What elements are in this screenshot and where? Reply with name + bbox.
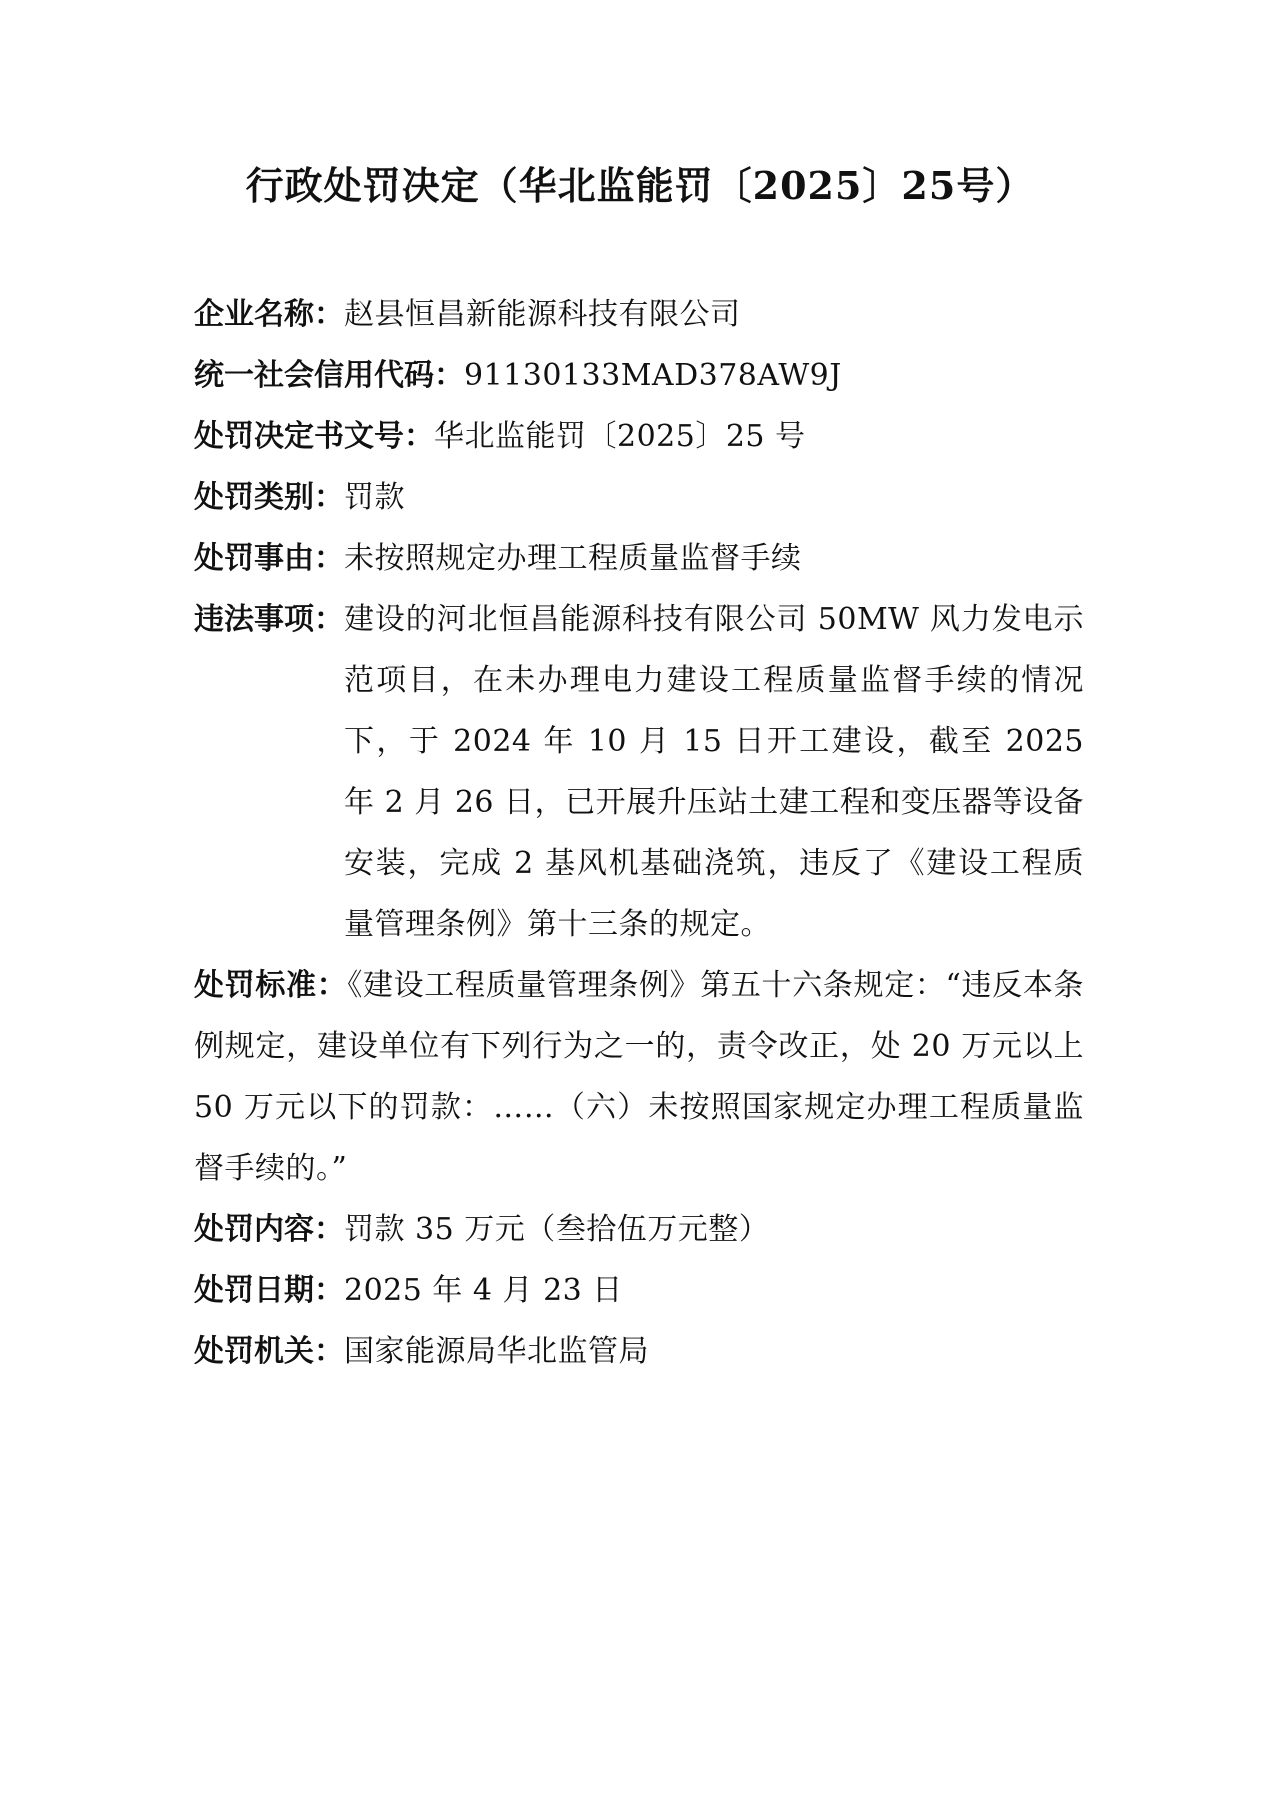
violation-value: 建设的河北恒昌能源科技有限公司 50MW 风力发电示范项目，在未办理电力建设工程质量监督手续的情况下，于 2024 年 10 月 15 日开工建设，截至 2025 年 2 月 26 日，已开展升压站土建工程和变压器等设备安装，完成 2 基风机基础浇筑，违反了《建设工程质量管理条例》第十三条的规定。 xyxy=(344,602,1084,942)
decision-number-row xyxy=(194,406,1084,467)
credit-code-row xyxy=(194,345,1084,406)
penalty-standard-value: 《建设工程质量管理条例》第五十六条规定：“违反本条例规定，建设单位有下列行为之一的，责令改正，处 20 万元以上 50 万元以下的罚款：……（六）未按照国家规定办理工程质量监督手续的。” xyxy=(194,968,1085,1186)
credit-code-value: 91130133MAD378AW9J xyxy=(464,358,842,393)
violation-row xyxy=(194,589,1084,955)
document-title: 行政处罚决定（华北监能罚〔2025〕25号） xyxy=(245,163,1035,208)
penalty-category-label: 处罚类别： xyxy=(194,480,344,515)
penalty-reason-row xyxy=(194,528,1084,589)
penalty-content-label: 处罚内容： xyxy=(194,1212,344,1247)
penalty-category-row xyxy=(194,467,1084,528)
penalty-content-row xyxy=(194,1199,1084,1260)
penalty-authority-value: 国家能源局华北监管局 xyxy=(344,1334,649,1369)
penalty-authority-label: 处罚机关： xyxy=(194,1334,344,1369)
penalty-content-value: 罚款 35 万元（叁拾伍万元整） xyxy=(344,1212,770,1247)
penalty-date-value: 2025 年 4 月 23 日 xyxy=(344,1273,623,1308)
penalty-reason-value: 未按照规定办理工程质量监督手续 xyxy=(344,541,802,576)
decision-number-label: 处罚决定书文号： xyxy=(194,419,434,454)
credit-code-label: 统一社会信用代码： xyxy=(194,358,464,393)
penalty-category-value: 罚款 xyxy=(344,480,405,515)
company-label: 企业名称： xyxy=(194,297,344,332)
company-value: 赵县恒昌新能源科技有限公司 xyxy=(344,297,741,332)
violation-label: 违法事项： xyxy=(194,602,344,637)
penalty-date-row xyxy=(194,1260,1084,1321)
penalty-date-label: 处罚日期： xyxy=(194,1273,344,1308)
penalty-standard-paragraph xyxy=(194,955,1084,1199)
company-row xyxy=(194,284,1084,345)
penalty-reason-label: 处罚事由： xyxy=(194,541,344,576)
penalty-standard-label: 处罚标准： xyxy=(194,968,348,1003)
penalty-authority-row xyxy=(194,1321,1084,1382)
decision-number-value: 华北监能罚〔2025〕25 号 xyxy=(434,419,806,454)
document-body xyxy=(194,284,1084,1382)
